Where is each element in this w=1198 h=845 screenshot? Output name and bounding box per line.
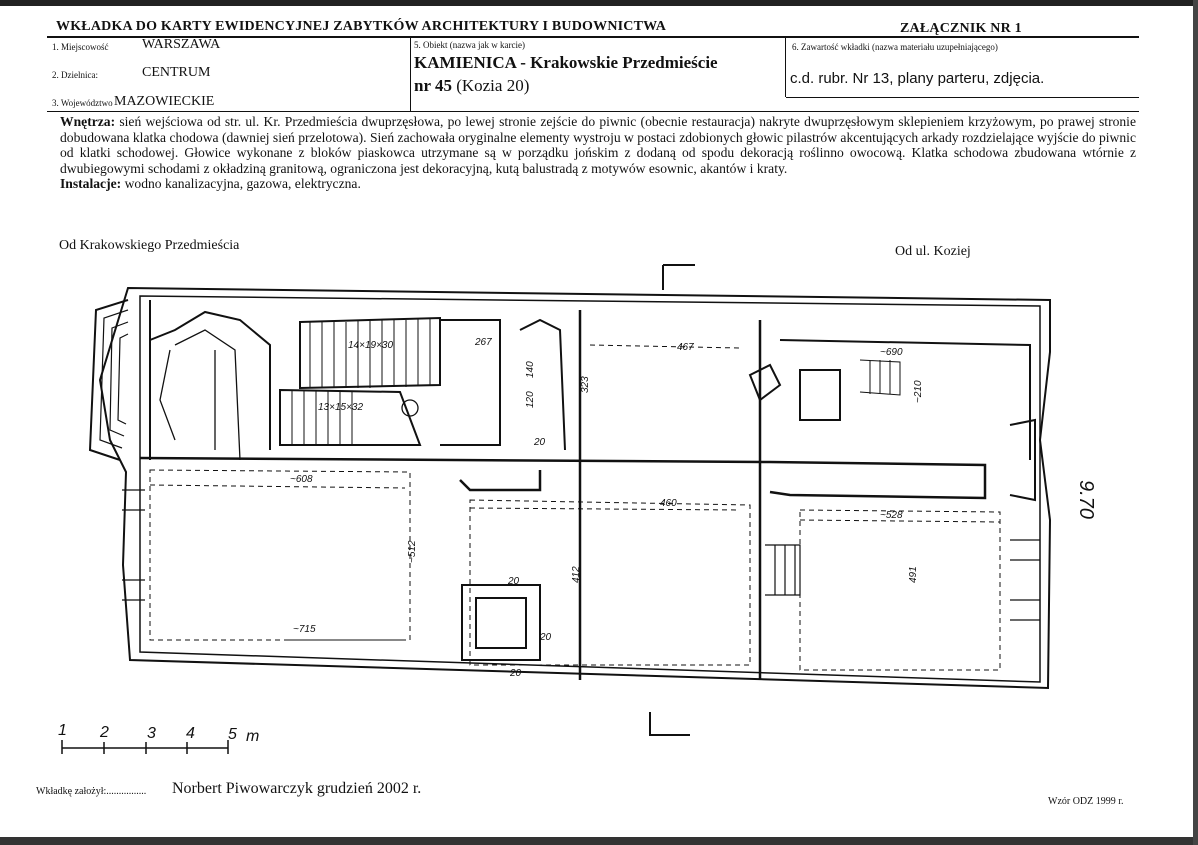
author-name: Norbert Piwowarczyk grudzień 2002 r. [172,780,422,797]
dashed-room-right [800,510,1000,670]
courtyard-windows [1010,540,1040,620]
middle-steps [765,545,800,595]
district-value: CENTRUM [142,65,211,80]
dimension-lines [150,345,1000,640]
dim-140: 140 [525,361,536,378]
chimney-hatched [462,585,540,660]
scale-label-1: 1 [58,722,67,739]
attachment-label: ZAŁĄCZNIK NR 1 [900,21,1022,36]
object-address: (Kozia 20) [456,76,530,95]
dim-715: ~715 [293,624,316,635]
stair-treads-lower [292,390,352,445]
plan-caption-right: Od ul. Koziej [895,244,971,259]
scale-label-3: 3 [147,725,156,742]
dim-20b: 20 [540,632,552,643]
dim-690: ~690 [880,347,903,358]
dim-120: 120 [525,391,536,408]
locality-value: WARSZAWA [142,37,221,52]
form-title: WKŁADKA DO KARTY EWIDENCYJNEJ ZABYTKÓW ARCHITEKTURY I BUDOWNICTWA [56,19,667,34]
corridor-wall [520,320,565,450]
vestibule-arches [160,330,240,460]
object-number: nr 45 [414,76,452,95]
side-note: 9.70 [1075,480,1097,519]
district-label: 2. Dzielnica: [52,70,98,80]
template-label: Wzór ODZ 1999 r. [1048,796,1124,807]
contents-label: 6. Zawartość wkładki (nazwa materiału uzupełniającego) [792,42,998,52]
object-label: 5. Obiekt (nazwa jak w karcie) [414,40,525,50]
dim-stair-top: 14×19×30 [348,340,394,351]
vestibule-walls [150,300,270,460]
dim-267: 267 [475,337,492,348]
dim-20a: 20 [534,437,546,448]
dim-210: ~210 [913,380,924,403]
dim-467: 467 [677,342,694,353]
dashed-room-left [150,470,410,640]
section-mark-top [663,265,695,290]
section-mark-bottom [650,712,690,735]
dim-20c: 20 [508,576,520,587]
dim-20d: 20 [510,668,522,679]
load-bearing-walls [580,310,760,680]
dim-512: ~512 [407,540,418,563]
dim-608: ~608 [290,474,313,485]
courtyard-door [1010,420,1035,500]
toilet-symbol [402,400,418,416]
outer-wall [100,288,1050,688]
chimney-block [750,365,780,400]
object-name: KAMIENICA - Krakowskie Przedmieście [414,53,718,72]
contents-value: c.d. rubr. Nr 13, plany parteru, zdjęcia. [790,70,1045,87]
dim-460: 460 [660,498,677,509]
cellar-stair-lower [280,390,420,445]
scale-bar [62,740,228,754]
locality-label: 1. Miejscowość [52,42,109,52]
right-steps [860,360,900,395]
scale-label-2: 2 [100,724,109,741]
dim-491: 491 [908,566,919,583]
scale-label-4: 4 [186,725,195,742]
plan-caption-left: Od Krakowskiego Przedmieścia [59,238,240,253]
main-cross-wall [140,458,985,498]
scale-label-unit: m [246,728,260,745]
inner-wall-line [140,296,1040,682]
voivodeship-label: 3. Województwo [52,98,113,108]
dim-323: 323 [580,376,591,393]
installations-text: wodno kanalizacyjna, gazowa, elektryczna. [124,176,361,192]
dim-528: ~528 [880,510,903,521]
right-room-walls [780,340,1030,460]
scale-label-5: 5 [228,726,237,743]
interior-label: Wnętrza: [60,114,116,129]
dim-412: 412 [571,566,582,583]
installations-label: Instalacje: [60,176,122,192]
voivodeship-value: MAZOWIECKIE [114,94,215,109]
stair-treads-top [310,319,430,388]
interior-text: sień wejściowa od str. ul. Kr. Przedmieścia dwuprzęsłowa, po lewej stronie zejście do piwnic (obecnie restauracja) nakryte dwuprzęsłowym sklepieniem krzyżowym, po prawej stronie dobudowana klatka chodowa (dawniej sień przelotowa). Sień zachowała oryginalne elementy wystroju w postaci zdobionych głowic pilastrów akcentujących arkady rozdzielające wyjście do piwnic od klatki schodowej. Głowice wykonane z bloków piaskowca utrzymane są w porządku jońskim z dodaną od spodu dekoracją roślinno owocową. Klatka schodowa zbudowana wtórnie z dwubiegowymi schodami z okładziną granitową, ograniczona jest dekoracyjną, kutą balustradą z motywów esownic, akantów i kraty. [60,114,1136,176]
created-by-label: Wkładkę założył:................ [36,786,147,797]
dim-stair-lower: 13×15×32 [318,402,364,413]
